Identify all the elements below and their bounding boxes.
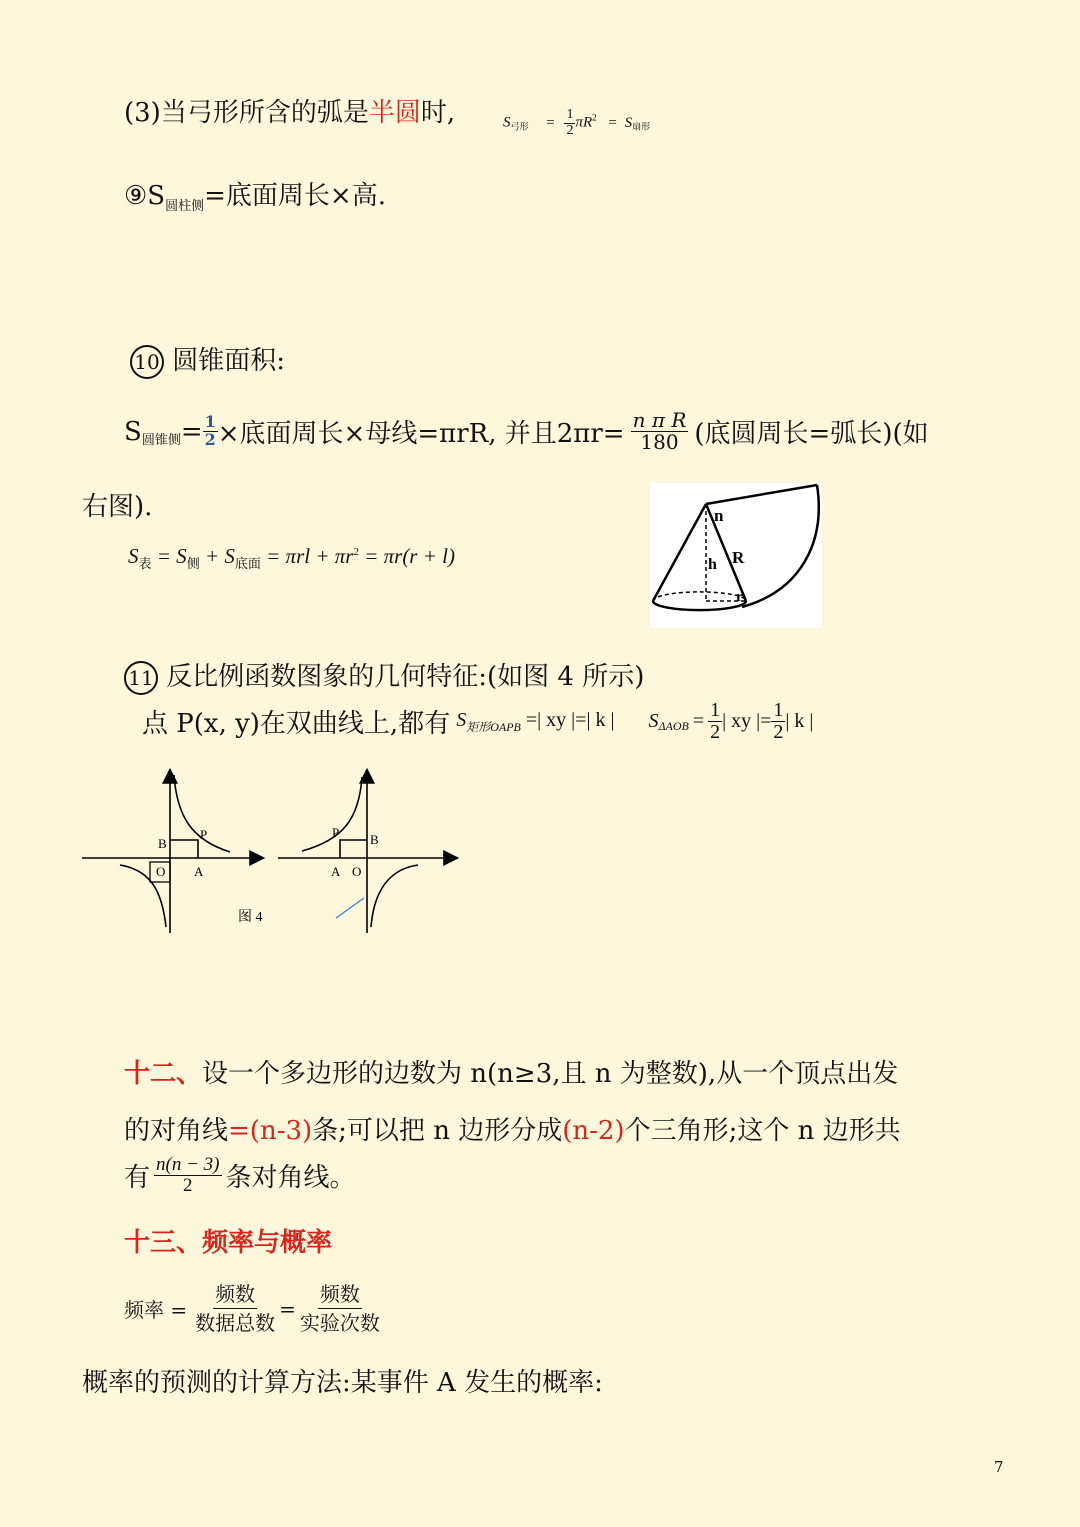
freq-formula [124,1280,382,1337]
sf-p4-sup: 2 [353,546,359,558]
f1-sub: 矩形OAPB [466,719,521,734]
freq-lhs: 频率 = [124,1298,188,1322]
formula-rhs-sub: 扇形 [632,121,651,132]
sec13-heading: 十三、频率与概率 [124,1228,333,1258]
cone-label-R: R [732,548,745,567]
sf-p2-sub: 侧 [186,556,200,571]
left-label-A: A [194,864,204,879]
cone-text: ×底面周长×母线=πrR, 并且2πr= [217,419,625,449]
item11-title: 反比例函数图象的几何特征:(如图 4 所示) [166,662,645,692]
f2-mid: | xy |= [722,710,772,732]
item11-text: 点 P(x, y)在双曲线上,都有 [142,709,451,739]
item3-suffix: 时, [420,98,456,128]
sec12-l2e: 个三角形;这个 n 边形共 [624,1116,901,1146]
item9-text: =底面周长×高. [204,181,386,211]
sec12-l2d: (n-2) [562,1116,625,1146]
sec12-l2a: 的对角线 [124,1116,229,1146]
left-label-O: O [156,864,166,879]
sec12-frac-den: 2 [183,1174,193,1196]
item3-highlight: 半圆 [368,98,421,128]
f2-tail: | k | [785,710,814,732]
sf-p3-sub: 底面 [234,556,261,571]
cone-tail: (底圆周长=弧长)(如 [694,419,929,449]
sf-p1-sub: 表 [138,556,152,571]
right-blue-stroke [336,898,364,918]
sf-p5: = πr(r + l) [364,544,455,568]
item11-f2 [648,700,813,743]
sf-p1: S [128,544,139,568]
item10-line2: 右图). [82,492,153,522]
cone-sub: 圆锥侧 [141,433,181,448]
sec12-line2 [124,1110,901,1147]
left-label-B: B [158,836,167,851]
cone-frac-den: 2 [204,430,216,449]
item11-marker: 11 [124,661,158,695]
sec12-l2c: 条;可以把 n 边形分成 [312,1116,563,1146]
right-curve-q4 [371,865,418,927]
formula-frac [564,108,575,138]
sec12-frac [154,1155,221,1196]
cone-eq: = [180,416,203,447]
sec12-frac-num: n(n − 3) [156,1154,220,1175]
sec12-l3a: 有 [124,1162,151,1193]
freq-eq: = [279,1296,296,1321]
item9-sub: 圆柱侧 [165,199,205,214]
item11-heading [124,656,644,695]
formula-sub: 弓形 [510,121,529,132]
cone-label-h: h [708,556,717,573]
left-rectangle [170,840,198,858]
sec12-line1 [124,1053,898,1090]
page-number: 7 [994,1458,1004,1476]
left-label-P: P [200,827,208,842]
item9-line [124,175,386,214]
item10-title: 圆锥面积: [172,346,286,376]
f2-frac1 [708,700,722,743]
frac-den: 2 [566,122,574,138]
f2-frac2 [771,700,785,743]
formula-s: S [503,114,511,131]
figure-caption: 图 4 [238,910,263,925]
cone-label-r: r [736,589,743,605]
cone-label-n: n [714,506,724,525]
sec12-heading: 十二、 [124,1059,203,1089]
sec12-line3 [124,1155,356,1196]
probability-line: 概率的预测的计算方法:某事件 A 发生的概率: [82,1368,603,1398]
formula-rhs: S [624,114,633,131]
right-label-A: A [331,864,341,879]
surface-formula [128,544,455,572]
f2-s: S [648,710,659,732]
sf-p3: + S [204,544,235,568]
cone-diagram [650,483,822,628]
f2-num2: 1 [773,699,784,721]
item10-line1 [124,410,929,453]
cone-frac [203,414,218,449]
cone-arc-den: 180 [640,430,679,454]
freq-frac1 [193,1280,277,1337]
item11-line [142,700,813,743]
freq-frac2 [298,1280,382,1337]
sf-p2: = S [156,544,187,568]
sec12-text1: 设一个多边形的边数为 n(n≥3,且 n 为整数),从一个顶点出发 [202,1059,899,1089]
f1-rest: =| xy |=| k | [525,708,615,731]
freq-frac1-num: 频数 [213,1280,257,1309]
item3-formula [503,108,650,138]
f2-eq: = [692,710,705,732]
f2-num1: 1 [710,699,721,721]
freq-frac1-den: 数据总数 [195,1311,276,1335]
cone-s: S [124,416,142,447]
sf-p4: = πrl + πr [266,544,354,568]
formula-sup: 2 [592,112,597,123]
cone-arc-num: n π R [632,408,687,432]
right-label-B: B [370,832,379,847]
right-rectangle [340,840,367,858]
f2-den2: 2 [773,721,784,743]
frac-num: 1 [566,107,574,122]
item10-marker: 10 [130,345,164,379]
item9-marker: ⑨S [124,181,166,211]
formula-eq2: = [608,114,617,131]
f1-s: S [456,708,467,731]
item11-f1 [456,709,614,735]
formula-mid: πR [575,114,593,131]
item3-line [124,92,455,129]
f2-sub: ΔAOB [658,719,689,733]
freq-frac2-den: 实验次数 [299,1311,380,1335]
cone-frac-num: 1 [204,412,216,432]
right-label-P: P [332,825,340,840]
right-label-O: O [352,864,362,879]
formula-eq: = [546,114,555,131]
hyperbola-figure [80,765,465,937]
sec12-l2b: =(n-3) [228,1116,313,1146]
sec12-l3b: 条对角线。 [225,1162,356,1193]
f2-den1: 2 [710,721,721,743]
item3-prefix: (3)当弓形所含的弧是 [124,98,369,128]
cone-arc-frac [631,410,689,453]
item10-heading [130,340,285,379]
freq-frac2-num: 频数 [318,1280,362,1309]
